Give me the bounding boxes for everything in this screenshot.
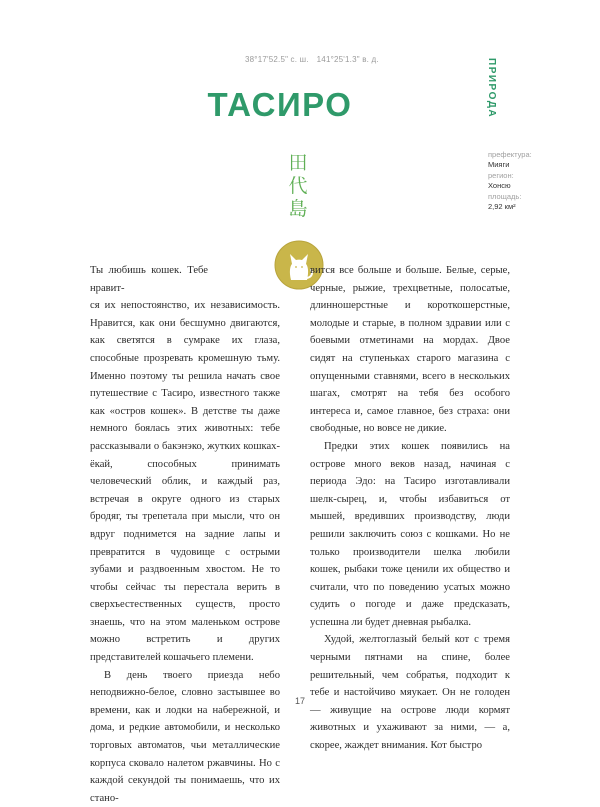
kanji-char: 田 [288,152,308,174]
kanji-char: 島 [288,198,308,220]
kanji-name [286,152,310,221]
paragraph [90,262,280,667]
prefecture-label: префектура: [488,150,532,159]
paragraph: вится все больше и больше. Белые, серые, черные, рыжие, трехцветные, полосатые, длинношерстные и короткошерстные, молодые и старые, в полном здравии или с боевыми отметинами на мордах. Двое сидят на ступеньках старого магазина с опущенными ставнями, всего в нескольких шагах, смотрят на тебя без особого интереса и, самое главное, без страха: они свободные, но вовсе не дикие. [310,265,510,435]
kanji-char: 代 [288,175,308,197]
region-value: Хонсю [488,181,511,190]
area-value: 2,92 км² [488,202,516,211]
info-panel [488,150,532,213]
coordinates [245,55,379,64]
page-title: ТАСИРО [207,86,353,123]
text-column-right [310,262,510,755]
paragraph: Предки этих кошек появились на острове много веков назад, начиная с периода Эдо: на Тасиро изготавливали шелк-сырец, и, чтобы избавиться от мышей, вредивших производству, люди решили заключить союз с кошками. Но не только производители шелка любили кошек, рыбаки тоже ценили их общество и считали, что по поведению усатых можно судить о погоде и даже предсказать, успешна ли будет дневная рыбалка. [310,440,510,628]
prefecture-value: Мияги [488,160,510,169]
paragraph-text: ся их непостоянство, их независимость. Нравится, как они бесшумно двигаются, как светятся в сумраке их глаза, способные прозревать кромешную тьму. Именно поэтому ты решила начать свое путешествие с Тасиро, известного также как «остров кошек». В детстве ты даже немного боялась этих животных: тебе рассказывали о бакэнэко, жутких кошках-ёкай, способных принимать человеческий облик, и каждый раз, встречая в округе одного из старых бродяг, ты трепетала при мысли, что он вдруг поднимется на задние лапы и превратится в чудовище с острыми зубами и раздвоенным хвостом. Не то чтобы сейчас ты перестала верить в сверхъестественных существ, просто знаешь, что на этом маленьком острове можно встретить и других представителей кошачьего племени. [90,300,280,664]
paragraph: В день твоего приезда небо неподвижно-белое, словно застывшее во времени, как и лодки на набережной, и дома, и редкие автомобили, и несколько торговых автоматов, чьи металлические корпуса сковало налетом ржавчины. Но с каждой секундой ты понимаешь, что их стано- [90,669,280,804]
paragraph: Худой, желтоглазый белый кот с тремя черными пятнами на спине, более решительный, чем собратья, подходит к тебе и настойчиво мяукает. Он не голоден — живущие на острове люди кормят животных и ухаживают за ними, — а, скорее, жаждет внимания. Кот быстро [310,634,510,752]
paragraph-lead: Ты любишь кошек. Тебе нравит- [90,265,208,294]
latitude: 38°17'52.5" с. ш. [245,55,309,64]
area-label: площадь: [488,192,522,201]
section-label: ПРИРОДА [486,58,497,119]
longitude: 141°25'1.3" в. д. [316,55,379,64]
region-label: регион: [488,171,514,180]
text-column-left [90,262,280,807]
page-number: 17 [294,696,305,706]
